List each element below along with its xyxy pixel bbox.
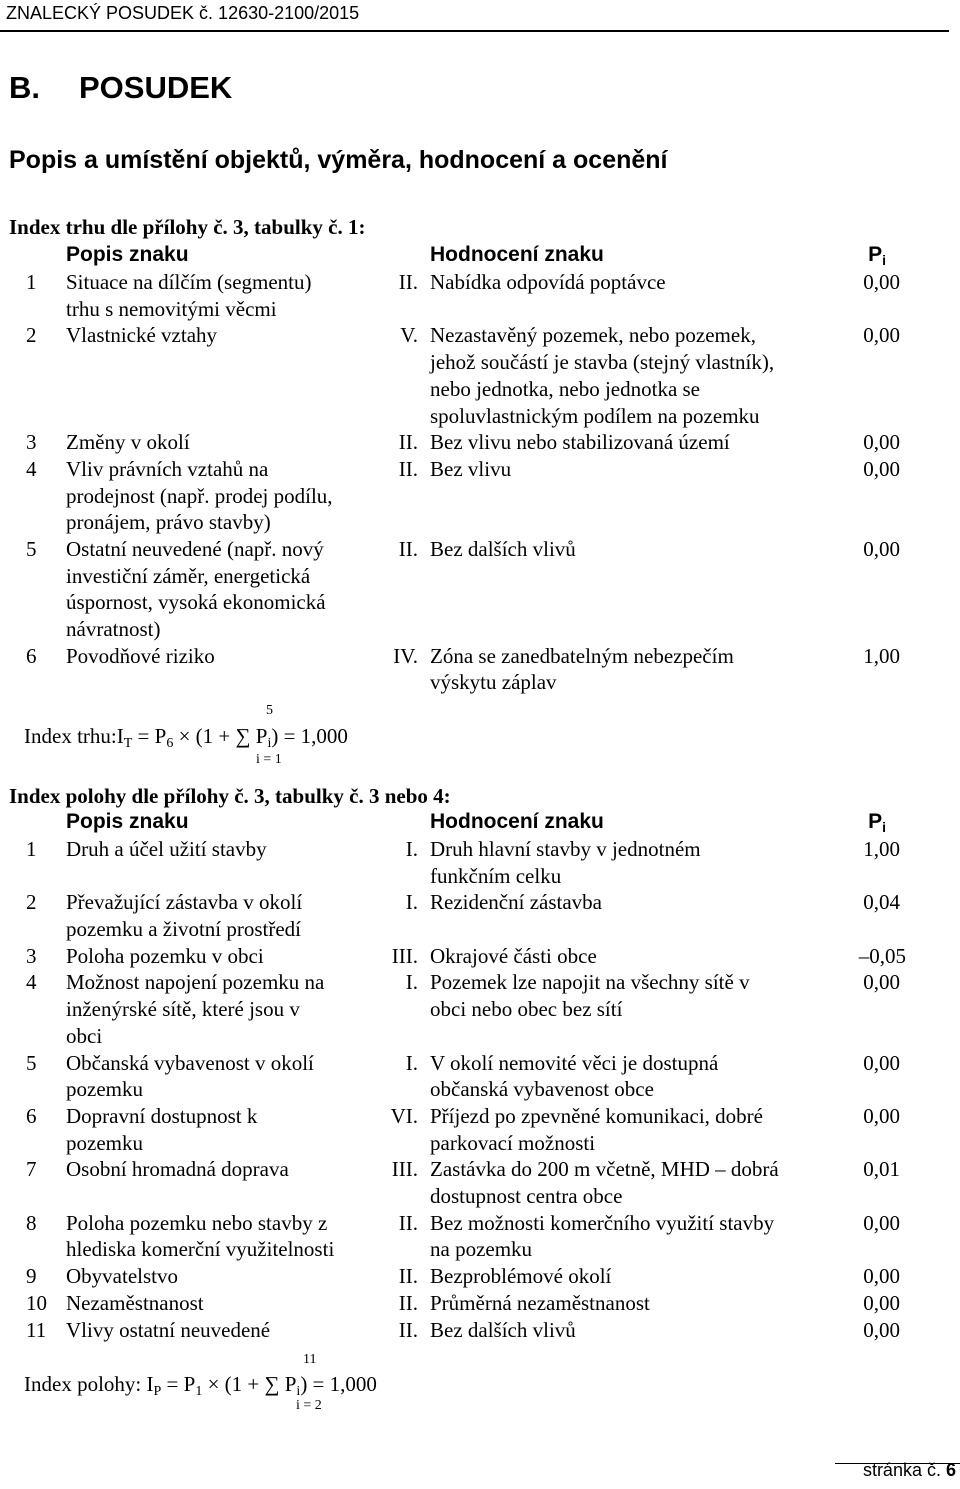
evaluation-line: Příjezd po zpevněné komunikaci, dobré [430, 1103, 763, 1128]
evaluation-line: Zastávka do 200 m včetně, MHD – dobrá [430, 1157, 779, 1182]
row-description [66, 1290, 386, 1317]
description-line: Změny v okolí [66, 430, 190, 455]
table-row [0, 322, 960, 429]
evaluation-line: Bez možnosti komerčního využití stavby [430, 1210, 775, 1235]
description-line: obci [66, 1023, 103, 1048]
description-line: Ostatní neuvedené (např. nový [66, 536, 324, 561]
subsection-heading: Popis a umístění objektů, výměra, hodnocení a ocenění [9, 146, 668, 174]
row-value: 0,00 [863, 1290, 900, 1315]
row-rating-level: III. [391, 943, 418, 968]
evaluation-line: Pozemek lze napojit na všechny sítě v [430, 970, 750, 995]
row-evaluation [430, 456, 840, 483]
description-line: Vlastnické vztahy [66, 323, 218, 348]
row-value: 0,01 [863, 1157, 900, 1182]
sum-lower-limit: i = 2 [296, 1398, 322, 1413]
row-value: 0,04 [863, 890, 900, 915]
evaluation-line: na pozemku [430, 1237, 533, 1262]
description-line: Občanská vybavenost v okolí [66, 1050, 314, 1075]
table-row [0, 1156, 960, 1209]
column-header-hodnoceni: Hodnocení znaku [430, 243, 604, 266]
row-evaluation [430, 1210, 840, 1263]
description-line: Osobní hromadná doprava [66, 1157, 289, 1182]
row-evaluation [430, 1290, 840, 1317]
evaluation-line: Nezastavěný pozemek, nebo pozemek, [430, 323, 756, 348]
evaluation-line: dostupnost centra obce [430, 1184, 623, 1209]
table-row [0, 643, 960, 696]
row-description [66, 643, 386, 670]
row-description [66, 836, 386, 863]
row-rating-level: II. [398, 1290, 418, 1315]
description-line: úspornost, vysoká ekonomická [66, 590, 326, 615]
evaluation-line: spoluvlastnickým podílem na pozemku [430, 403, 760, 428]
row-rating-level: II. [398, 1317, 418, 1342]
section-letter: B. [9, 70, 40, 105]
description-line: Poloha pozemku nebo stavby z [66, 1210, 328, 1235]
row-number: 8 [26, 1210, 37, 1235]
row-evaluation [430, 269, 840, 296]
index-trhu-title: Index trhu dle přílohy č. 3, tabulky č. 1: [9, 215, 366, 239]
row-description [66, 1103, 386, 1156]
table-row [0, 456, 960, 536]
row-rating-level: II. [398, 1210, 418, 1235]
index-trhu-table [0, 242, 960, 696]
table-row [0, 836, 960, 889]
row-number: 11 [26, 1317, 47, 1342]
row-evaluation [430, 1050, 840, 1103]
row-number: 7 [26, 1157, 37, 1182]
table-row [0, 1317, 960, 1344]
row-value: 0,00 [863, 323, 900, 348]
description-line: pronájem, právo stavby) [66, 510, 271, 535]
column-header-p: $P_i$ [868, 810, 886, 835]
table-row [0, 1210, 960, 1263]
column-header-p: $P_i$ [868, 243, 886, 268]
row-description [66, 943, 386, 970]
table-header-row [0, 242, 960, 269]
evaluation-line: Rezidenční zástavba [430, 890, 602, 915]
row-rating-level: II. [398, 456, 418, 481]
column-header-hodnoceni: Hodnocení znaku [430, 810, 604, 833]
row-rating-level: I. [405, 890, 418, 915]
column-header-popis: Popis znaku [66, 810, 189, 833]
page-label: stránka č. [862, 1460, 941, 1480]
table-row [0, 1263, 960, 1290]
row-value: 0,00 [863, 1210, 900, 1235]
row-description [66, 456, 386, 536]
index-polohy-title: Index polohy dle přílohy č. 3, tabulky č. 3 nebo 4: [9, 784, 451, 808]
row-evaluation [430, 536, 840, 563]
evaluation-line: Zóna se zanedbatelným nebezpečím [430, 643, 734, 668]
row-number: 9 [26, 1264, 37, 1289]
row-value: 0,00 [863, 1317, 900, 1342]
description-line: Převažující zástavba v okolí [66, 890, 303, 915]
row-rating-level: VI. [390, 1103, 418, 1128]
page-footer [863, 1460, 956, 1481]
description-line: investiční záměr, energetická [66, 563, 311, 588]
row-evaluation [430, 429, 840, 456]
row-description [66, 1050, 386, 1103]
evaluation-line: obci nebo obec bez sítí [430, 997, 623, 1022]
row-description [66, 969, 386, 1049]
description-line: Obyvatelstvo [66, 1264, 178, 1289]
evaluation-line: Průměrná nezaměstnanost [430, 1290, 650, 1315]
row-number: 3 [26, 430, 37, 455]
row-evaluation [430, 889, 840, 916]
description-line: Situace na dílčím (segmentu) [66, 270, 312, 294]
row-description [66, 1210, 386, 1263]
description-line: hlediska komerční využitelnosti [66, 1237, 335, 1262]
table-row [0, 1103, 960, 1156]
evaluation-line: funkčním celku [430, 863, 562, 888]
row-description [66, 889, 386, 942]
row-value: 0,00 [863, 970, 900, 995]
row-number: 4 [26, 456, 37, 481]
row-rating-level: II. [398, 270, 418, 294]
row-value: 1,00 [863, 837, 900, 861]
description-line: Druh a účel užití stavby [66, 837, 267, 861]
row-evaluation [430, 643, 840, 696]
evaluation-line: V okolí nemovité věci je dostupná [430, 1050, 719, 1075]
description-line: Nezaměstnanost [66, 1290, 204, 1315]
row-evaluation [430, 836, 840, 889]
evaluation-line: Bez vlivu [430, 456, 512, 481]
description-line: Vliv právních vztahů na [66, 456, 269, 481]
row-number: 5 [26, 1050, 37, 1075]
row-rating-level: V. [400, 323, 418, 348]
evaluation-line: Bez dalších vlivů [430, 536, 576, 561]
evaluation-line: výskytu záplav [430, 670, 557, 695]
table-row [0, 269, 960, 322]
sigma-symbol: ∑ [235, 724, 251, 748]
description-line: pozemku [66, 1130, 143, 1155]
row-rating-level: IV. [393, 643, 418, 668]
page-number: 6 [945, 1460, 956, 1480]
row-value: 0,00 [863, 536, 900, 561]
row-evaluation [430, 1263, 840, 1290]
row-evaluation [430, 1103, 840, 1156]
row-number: 4 [26, 970, 37, 995]
row-description [66, 536, 386, 643]
row-value: 0,00 [863, 1103, 900, 1128]
column-header-popis: Popis znaku [66, 243, 189, 266]
table-row [0, 969, 960, 1049]
row-value: 0,00 [863, 430, 900, 455]
formula-text: Index polohy: $I_P = P_1 \times (1$ + ∑ $P_i) = 1,000$ [24, 1372, 377, 1399]
description-line: prodejnost (např. prodej podílu, [66, 483, 333, 508]
evaluation-line: Bez vlivu nebo stabilizovaná území [430, 430, 730, 455]
index-polohy-table [0, 809, 960, 1343]
row-number: 6 [26, 1103, 37, 1128]
row-evaluation [430, 969, 840, 1022]
table-row [0, 943, 960, 970]
row-number: 3 [26, 943, 37, 968]
evaluation-line: Nabídka odpovídá poptávce [430, 270, 666, 294]
description-line: Dopravní dostupnost k [66, 1103, 258, 1128]
row-rating-level: I. [405, 1050, 418, 1075]
description-line: Vlivy ostatní neuvedené [66, 1317, 271, 1342]
description-line: Povodňové riziko [66, 643, 215, 668]
description-line: návratnost) [66, 617, 161, 642]
row-description [66, 429, 386, 456]
row-rating-level: II. [398, 430, 418, 455]
row-evaluation [430, 322, 840, 429]
row-value: 1,00 [863, 643, 900, 668]
evaluation-line: jehož součástí je stavba (stejný vlastník), [430, 350, 775, 375]
evaluation-line: Bez dalších vlivů [430, 1317, 576, 1342]
row-value: 0,00 [863, 1050, 900, 1075]
table-header-row [0, 809, 960, 836]
row-description [66, 269, 386, 322]
description-line: Poloha pozemku v obci [66, 943, 264, 968]
row-number: 1 [26, 270, 37, 294]
row-rating-level: I. [405, 837, 418, 861]
row-number: 6 [26, 643, 37, 668]
description-line: trhu s nemovitými věcmi [66, 296, 277, 321]
evaluation-line: občanská vybavenost obce [430, 1077, 654, 1102]
row-evaluation [430, 1317, 840, 1344]
row-rating-level: III. [391, 1157, 418, 1182]
row-evaluation [430, 1156, 840, 1209]
row-number: 10 [26, 1290, 47, 1315]
evaluation-line: Okrajové části obce [430, 943, 597, 968]
row-description [66, 1263, 386, 1290]
row-description [66, 1156, 386, 1183]
row-value: –0,05 [858, 943, 906, 968]
table-row [0, 889, 960, 942]
sum-lower-limit: i = 1 [256, 752, 282, 767]
row-description [66, 322, 386, 349]
row-rating-level: II. [398, 1264, 418, 1289]
section-title: POSUDEK [79, 70, 233, 105]
description-line: pozemku a životní prostředí [66, 917, 302, 942]
row-number: 2 [26, 323, 37, 348]
evaluation-line: Bezproblémové okolí [430, 1264, 612, 1289]
row-number: 5 [26, 536, 37, 561]
row-rating-level: II. [398, 536, 418, 561]
section-heading [9, 70, 232, 106]
row-number: 1 [26, 837, 37, 861]
row-description [66, 1317, 386, 1344]
description-line: pozemku [66, 1077, 143, 1102]
sigma-symbol: ∑ [264, 1372, 280, 1396]
table-row [0, 1050, 960, 1103]
document-header: ZNALECKÝ POSUDEK č. 12630-2100/2015 [0, 0, 949, 32]
description-line: Možnost napojení pozemku na [66, 970, 325, 995]
row-number: 2 [26, 890, 37, 915]
formula-text: Index $trhu:I_T = P_6 \times (1$ + ∑ $P_i) = 1,000$ [24, 724, 348, 751]
evaluation-line: parkovací možnosti [430, 1130, 596, 1155]
row-rating-level: I. [405, 970, 418, 995]
row-evaluation [430, 943, 840, 970]
row-value: 0,00 [863, 270, 900, 294]
evaluation-line: Druh hlavní stavby v jednotném [430, 837, 701, 861]
sum-upper-limit: 11 [303, 1352, 317, 1367]
row-value: 0,00 [863, 1264, 900, 1289]
table-row [0, 536, 960, 643]
row-value: 0,00 [863, 456, 900, 481]
table-row [0, 1290, 960, 1317]
sum-upper-limit: 5 [266, 703, 273, 718]
description-line: inženýrské sítě, které jsou v [66, 997, 300, 1022]
evaluation-line: nebo jednotka, nebo jednotka se [430, 376, 701, 401]
table-row [0, 429, 960, 456]
